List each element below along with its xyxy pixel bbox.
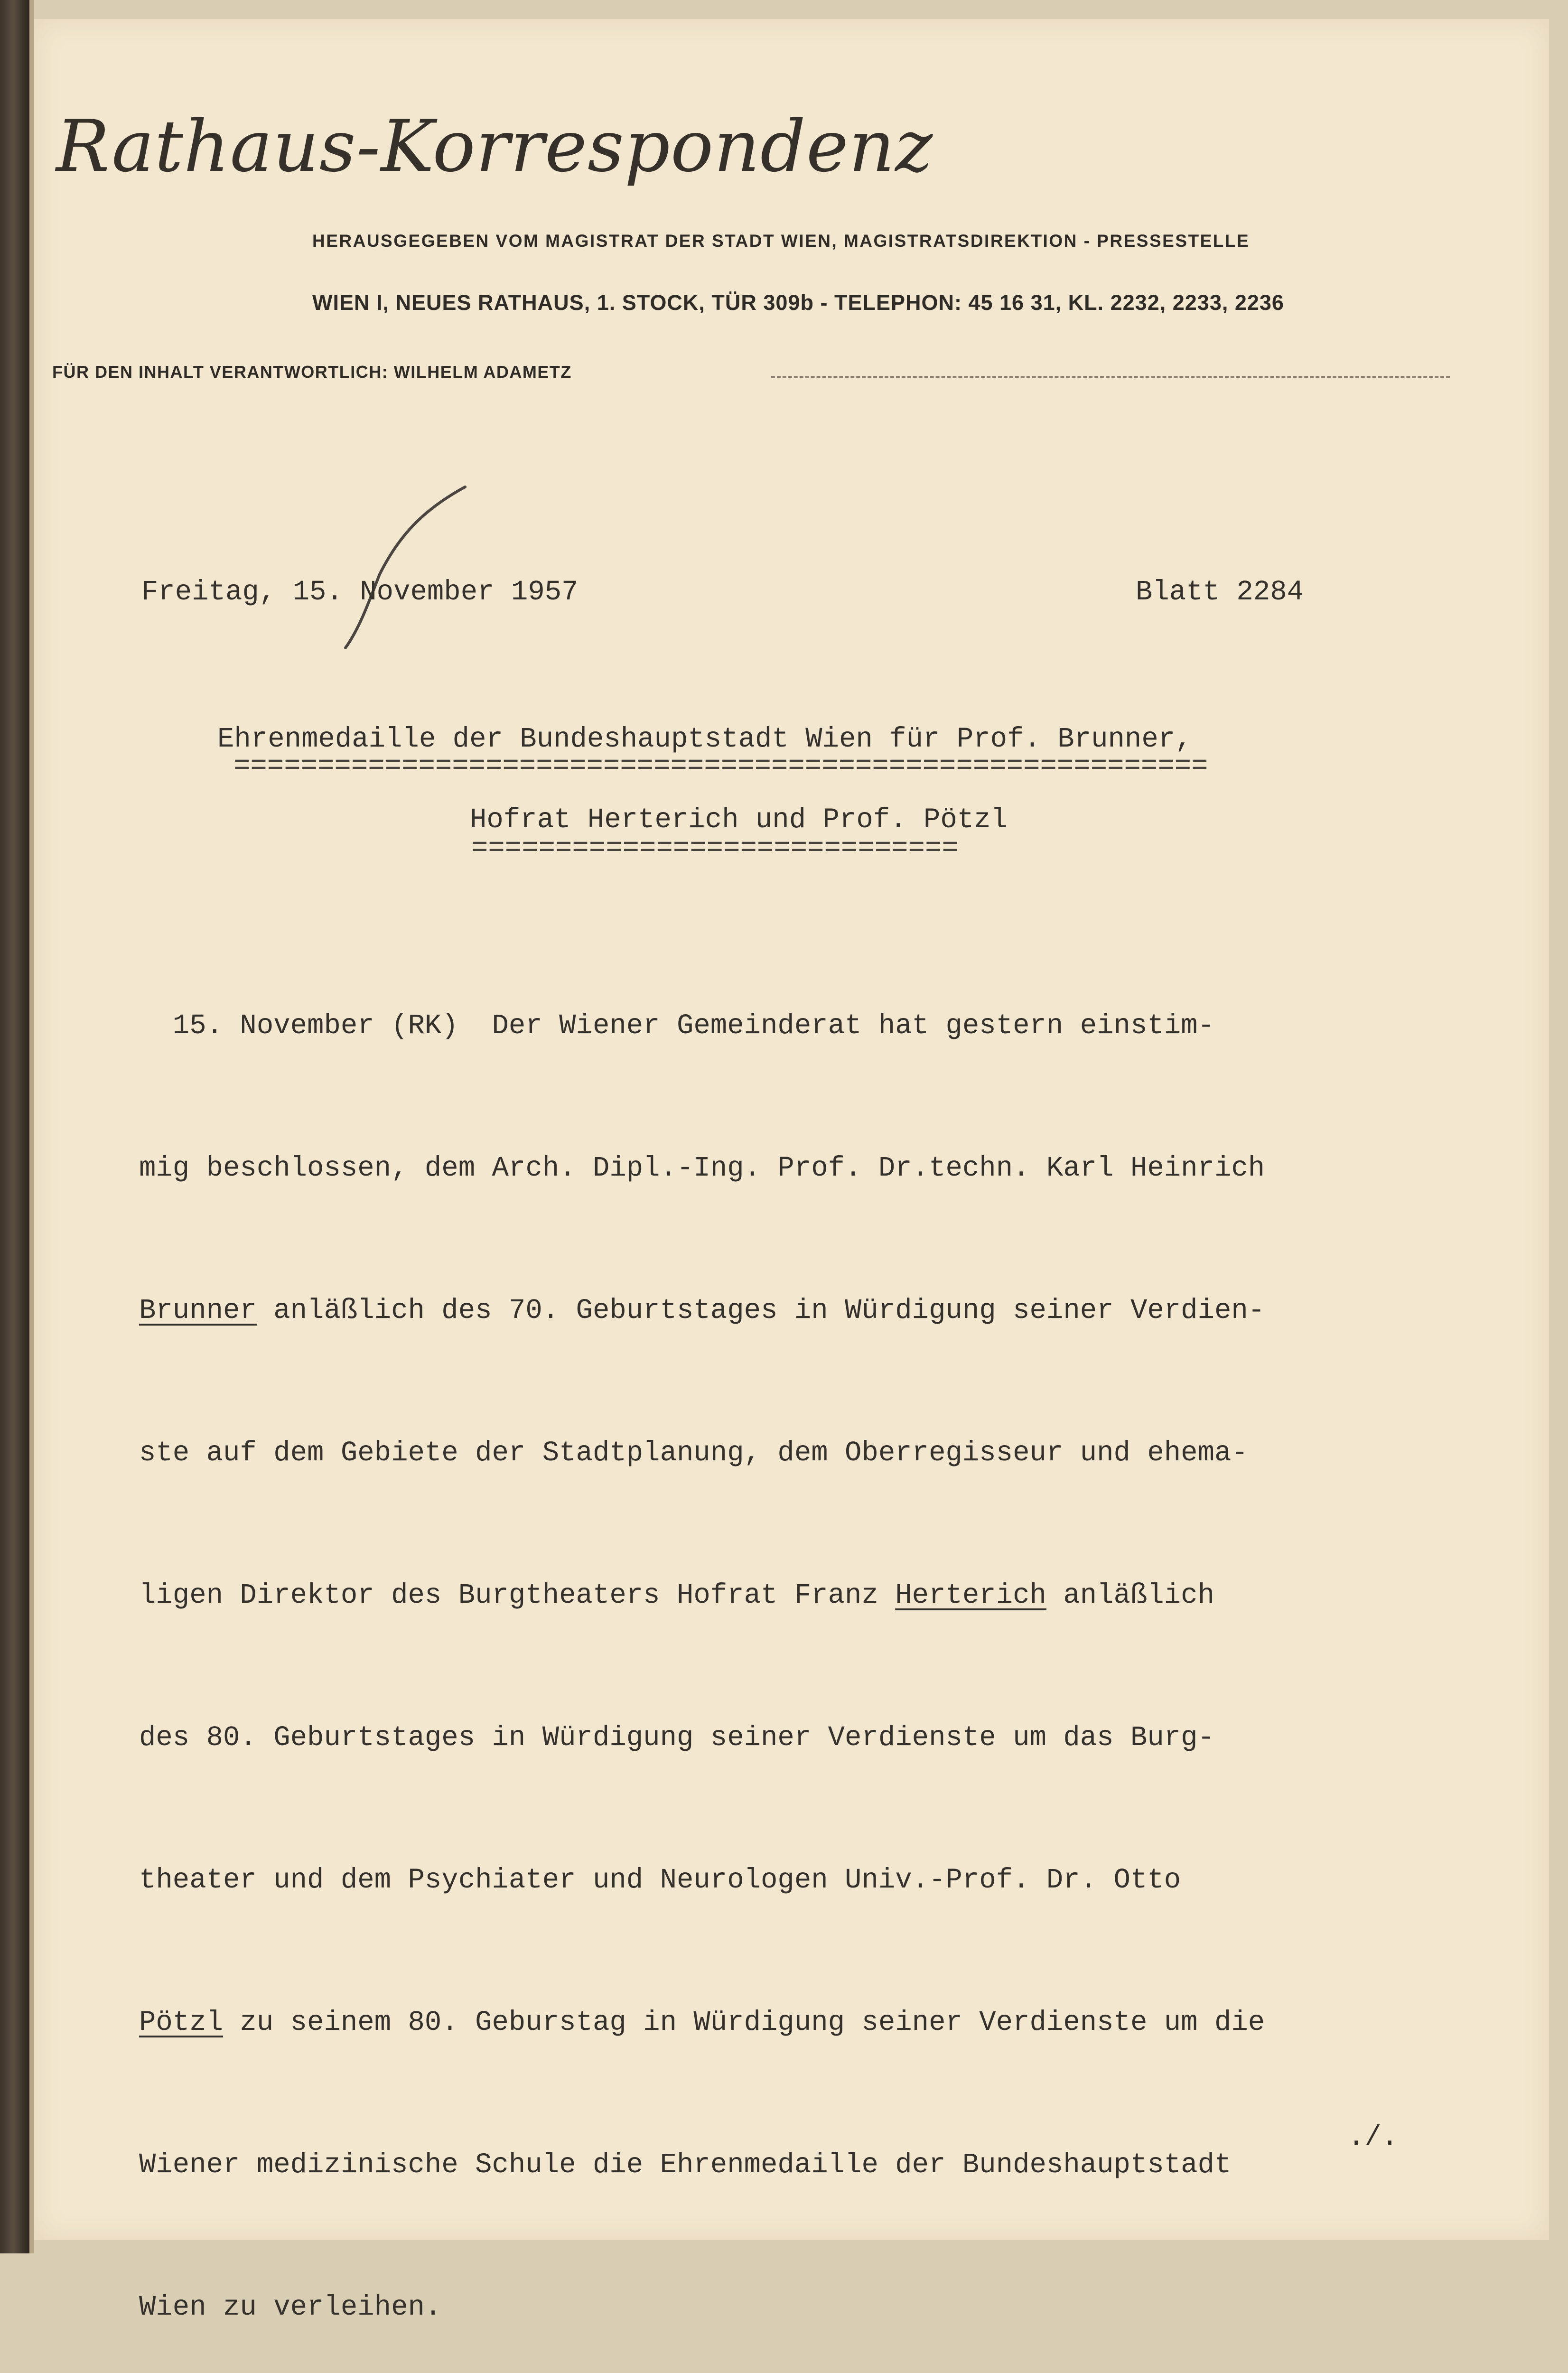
binder-edge [29,0,34,2253]
headline-line-2: Hofrat Herterich und Prof. Pötzl [470,804,1008,836]
headline-rule-2: ============================= [471,832,959,864]
body-line: 15. November (RK) Der Wiener Gemeinderat hat gestern einstim- [139,1010,1214,1042]
continuation-mark: ./. [1348,2121,1399,2153]
underlined-name: Herterich [895,1579,1046,1611]
body-line: Pötzl zu seinem 80. Geburstag in Würdigung seiner Verdienste um die [139,2007,1265,2038]
responsible-editor-line: FÜR DEN INHALT VERANTWORTLICH: WILHELM ADAMETZ [52,362,572,382]
body-line: ste auf dem Gebiete der Stadtplanung, dem Oberregisseur und ehema- [139,1437,1248,1469]
body-line: Wiener medizinische Schule die Ehrenmedaille der Bundeshauptstadt [139,2149,1232,2181]
underlined-name: Brunner [139,1295,257,1327]
dashed-divider [771,376,1450,378]
date-line: Freitag, 15. November 1957 [141,576,579,608]
headline-rule-1: ========================================================== [233,750,1208,782]
binder-spine [0,0,29,2253]
masthead-title: Rathaus-Korrespondenz [56,105,933,188]
address-line: WIEN I, NEUES RATHAUS, 1. STOCK, TÜR 309b - TELEPHON: 45 16 31, KL. 2232, 2233, 2236 [312,290,1284,315]
underlined-name: Pötzl [139,2007,224,2038]
body-line: Brunner anläßlich des 70. Geburtstages in Würdigung seiner Verdien- [139,1295,1265,1327]
body-line: theater und dem Psychiater und Neurologen Univ.-Prof. Dr. Otto [139,1864,1181,1896]
body-line: Wien zu verleihen. [139,2291,442,2323]
body-line: mig beschlossen, dem Arch. Dipl.-Ing. Prof. Dr.techn. Karl Heinrich [139,1152,1265,1184]
article-body [139,907,1265,2373]
publisher-line: HERAUSGEGEBEN VOM MAGISTRAT DER STADT WIEN, MAGISTRATSDIREKTION - PRESSESTELLE [312,231,1250,251]
body-line: ligen Direktor des Burgtheaters Hofrat Franz Herterich anläßlich [139,1579,1214,1611]
sheet-number: Blatt 2284 [1136,576,1304,608]
headline-line-1: Ehrenmedaille der Bundeshauptstadt Wien für Prof. Brunner, [217,723,1192,755]
body-line: des 80. Geburtstages in Würdigung seiner Verdienste um das Burg- [139,1722,1214,1754]
